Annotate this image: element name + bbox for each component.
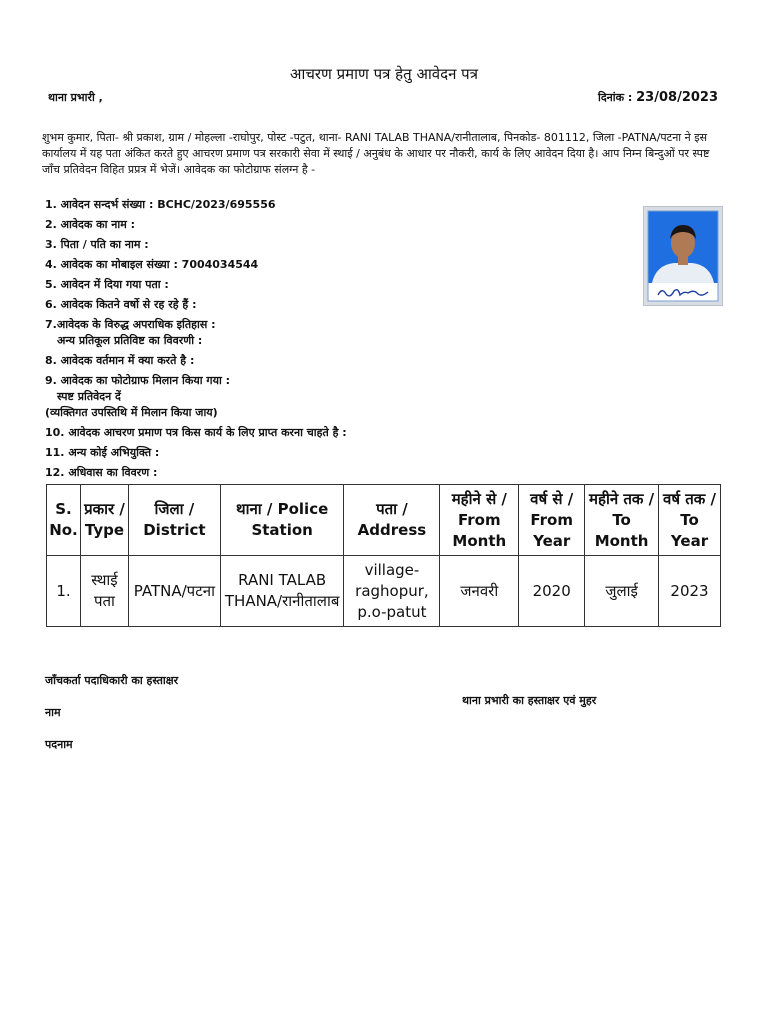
point-9-note: (व्यक्तिगत उपस्तिथि में मिलान किया जाय) [45, 406, 218, 419]
point-10: 10. आवेदक आचरण प्रमाण पत्र किस कार्य के लिए प्राप्त करना चाहते है : [45, 426, 347, 439]
cell-to-year: 2023 [659, 556, 721, 627]
col-header-to-month: महीने तक / To Month [585, 485, 659, 556]
col-header-district: जिला / District [128, 485, 220, 556]
date-value: 23/08/2023 [636, 90, 718, 105]
col-header-police-station: थाना / Police Station [220, 485, 344, 556]
cell-district: PATNA/पटना [128, 556, 220, 627]
point-8: 8. आवेदक वर्तमान में क्या करते है : [45, 354, 195, 367]
station-signature-label: थाना प्रभारी का हस्ताक्षर एवं मुहर [462, 694, 597, 707]
table-header-row [47, 485, 721, 556]
point-2: 2. आवेदक का नाम : [45, 218, 136, 231]
cell-type: स्थाई पता [80, 556, 128, 627]
residence-table [46, 484, 721, 627]
cell-to-month: जुलाई [585, 556, 659, 627]
photo-image [644, 207, 722, 305]
name-label: नाम [45, 706, 61, 719]
addressee: थाना प्रभारी , [48, 91, 103, 104]
applicant-photo [643, 206, 723, 306]
point-5: 5. आवेदन में दिया गया पता : [45, 278, 169, 291]
col-header-address: पता / Address [344, 485, 440, 556]
page-title: आचरण प्रमाण पत्र हेतु आवेदन पत्र [290, 65, 478, 83]
point-11: 11. अन्य कोई अभियुक्ति : [45, 446, 160, 459]
designation-label: पदनाम [45, 738, 73, 751]
table-row [47, 556, 721, 627]
cell-from-year: 2020 [519, 556, 585, 627]
col-header-to-year: वर्ष तक / To Year [659, 485, 721, 556]
cell-police-station: RANI TALAB THANA/रानीतालाब [220, 556, 344, 627]
point-7: 7.आवेदक के विरुद्ध अपराधिक इतिहास : [45, 318, 216, 331]
investigator-signature-label: जाँचकर्ता पदाधिकारी का हस्ताक्षर [45, 674, 179, 687]
cell-address: village- raghopur, p.o-patut [344, 556, 440, 627]
point-9: 9. आवेदक का फोटोग्राफ मिलान किया गया : [45, 374, 231, 387]
col-header-sno: S. No. [47, 485, 81, 556]
intro-paragraph: शुभम कुमार, पिता- श्री प्रकाश, ग्राम / मोहल्ला -राघोपुर, पोस्ट -पटुत, थाना- RANI TALAB THANA/रानीतालाब, पिनकोड- 801112, जिला -PATNA/पटना ने इस कार्यालय में यह पता अंकित करते हुए आचरण प्रमाण पत्र सरकारी सेवा में स्थाई / अनुबंध के आधार पर नौकरी, कार्य के लिए आवेदन दिया है। आप निम्न बिन्दुओं पर स्पष्ट जाँच प्रतिवेदन विहित प्रप्रत्र में भेजें। आवेदक का फोटोग्राफ संलग्न है - [42, 131, 710, 176]
point-1: 1. आवेदन सन्दर्भ संख्या : BCHC/2023/695556 [45, 198, 276, 211]
col-header-from-year: वर्ष से / From Year [519, 485, 585, 556]
point-6: 6. आवेदक कितने वर्षो से रह रहे हैं : [45, 298, 197, 311]
application-points [45, 197, 605, 485]
point-9-sub: स्पष्ट प्रतिवेदन दें [57, 390, 121, 403]
cell-from-month: जनवरी [440, 556, 519, 627]
date-label: दिनांक : [597, 91, 633, 104]
point-12: 12. अधिवास का विवरण : [45, 466, 158, 479]
point-4: 4. आवेदक का मोबाइल संख्या : 7004034544 [45, 258, 259, 271]
col-header-from-month: महीने से / From Month [440, 485, 519, 556]
cell-sno: 1. [47, 556, 81, 627]
point-3: 3. पिता / पति का नाम : [45, 238, 149, 251]
date-line [598, 90, 718, 105]
col-header-type: प्रकार / Type [80, 485, 128, 556]
point-7-sub: अन्य प्रतिकूल प्रतिविष्ट का विवरणी : [57, 334, 203, 347]
